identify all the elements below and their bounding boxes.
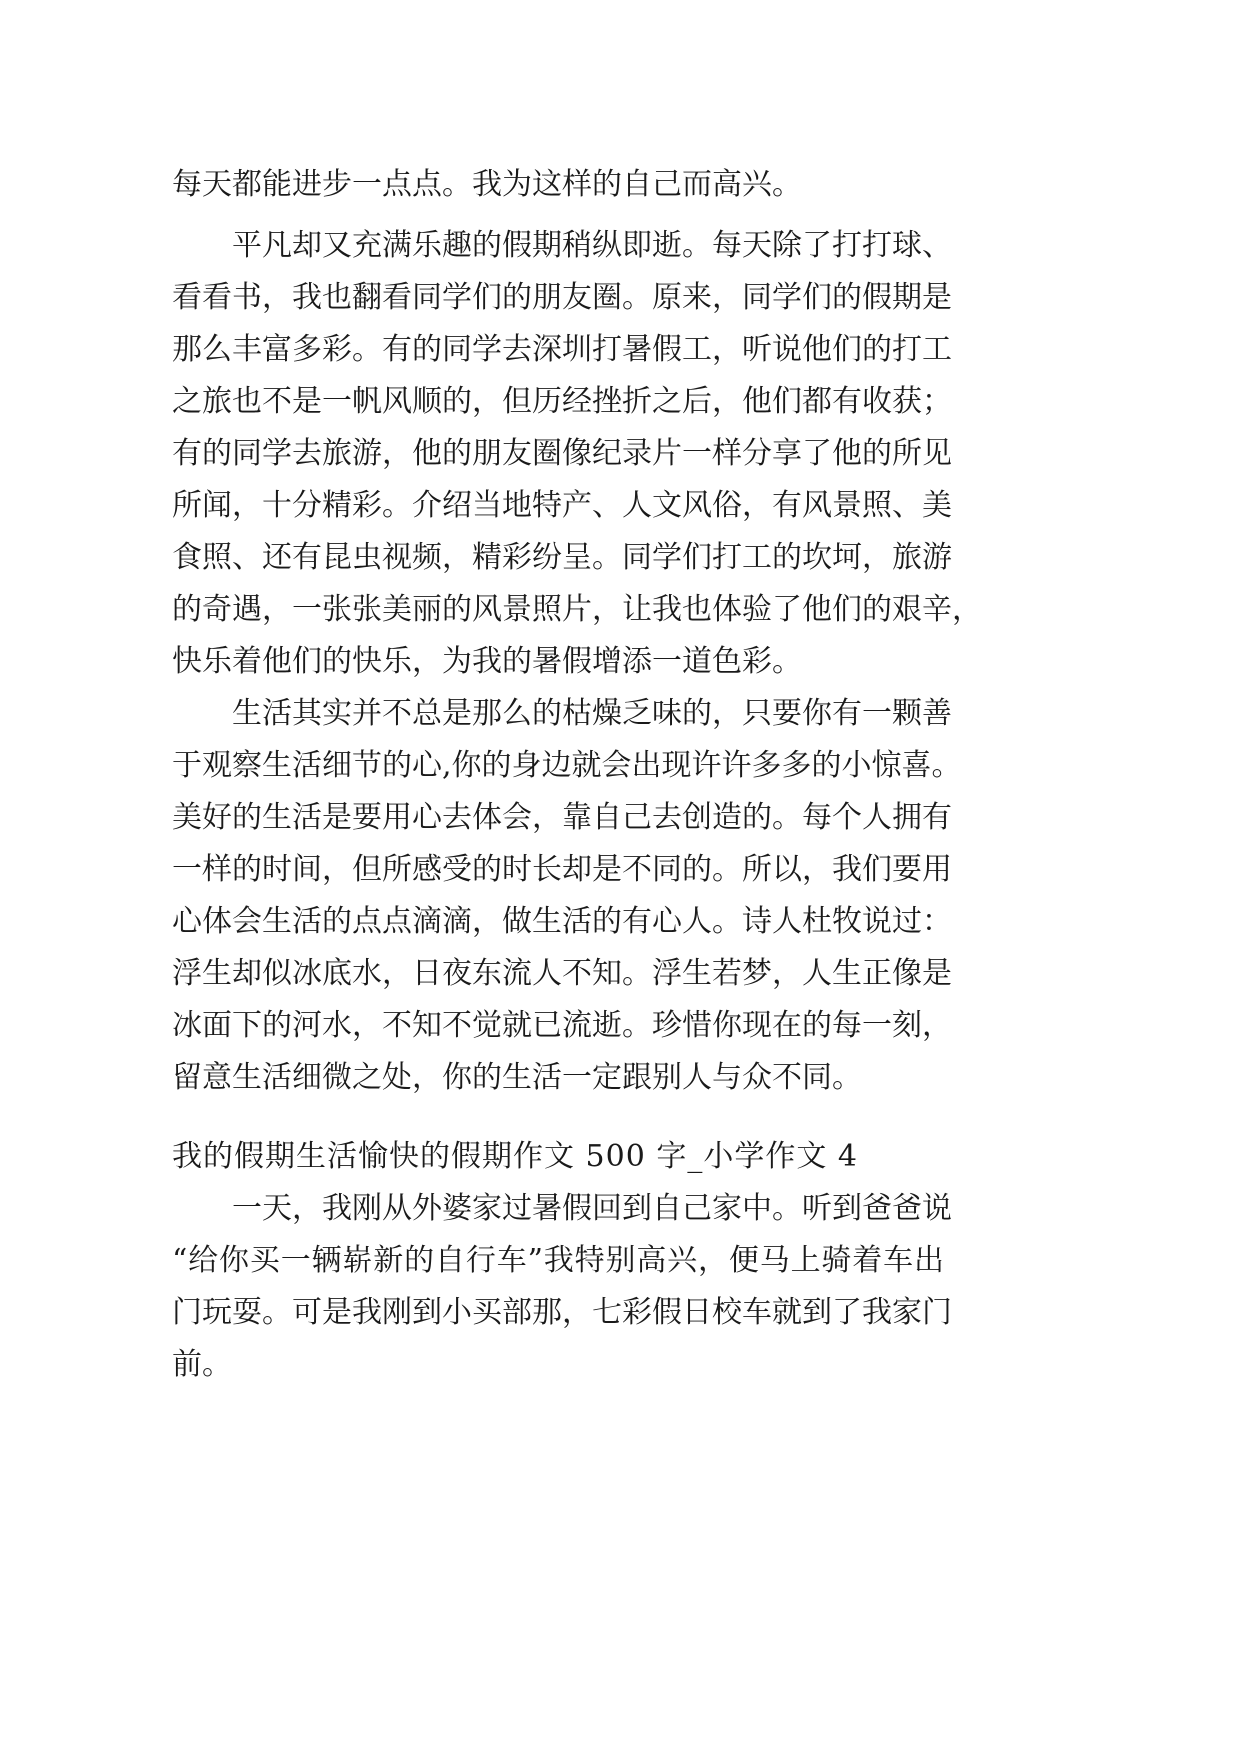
paragraph-line: 留意生活细微之处，你的生活一定跟别人与众不同。 [172, 1060, 862, 1095]
continued-paragraph [172, 159, 944, 211]
paragraph-line: “给你买一辆崭新的自行车”我特别高兴，便马上骑着车出 [172, 1243, 944, 1278]
paragraph-line: 那么丰富多彩。有的同学去深圳打暑假工，听说他们的打工 [172, 332, 952, 367]
paragraph [172, 1183, 952, 1391]
paragraph-line: 有的同学去旅游，他的朋友圈像纪录片一样分享了他的所见 [172, 436, 952, 471]
paragraph-line: 冰面下的河水，不知不觉就已流逝。珍惜你现在的每一刻， [172, 1008, 952, 1043]
section-title: 我的假期生活愉快的假期作文 500 字_小学作文 4 [172, 1139, 858, 1174]
paragraph-line: 之旅也不是一帆风顺的，但历经挫折之后，他们都有收获； [172, 384, 952, 419]
paragraph-line: 心体会生活的点点滴滴，做生活的有心人。诗人杜牧说过： [172, 904, 952, 939]
paragraph [172, 220, 982, 688]
paragraph-line: 每天都能进步一点点。我为这样的自己而高兴。 [172, 167, 802, 202]
section [172, 1131, 952, 1391]
paragraph-line: 美好的生活是要用心去体会，靠自己去创造的。每个人拥有 [172, 800, 952, 835]
paragraph-line: 看看书，我也翻看同学们的朋友圈。原来，同学们的假期是 [172, 280, 952, 315]
paragraph-line: 平凡却又充满乐趣的假期稍纵即逝。每天除了打打球、 [232, 228, 952, 263]
paragraph-line: 快乐着他们的快乐，为我的暑假增添一道色彩。 [172, 644, 802, 679]
paragraph-line: 前。 [172, 1347, 232, 1382]
paragraph-line: 浮生却似冰底水，日夜东流人不知。浮生若梦，人生正像是 [172, 956, 952, 991]
paragraph-line: 一样的时间，但所感受的时长却是不同的。所以，我们要用 [172, 852, 952, 887]
paragraph-line: 生活其实并不总是那么的枯燥乏味的，只要你有一颗善 [232, 696, 952, 731]
paragraph-line: 食照、还有昆虫视频，精彩纷呈。同学们打工的坎坷，旅游 [172, 540, 952, 575]
paragraph-line: 的奇遇，一张张美丽的风景照片，让我也体验了他们的艰辛， [172, 592, 982, 627]
paragraph-line: 一天，我刚从外婆家过暑假回到自己家中。听到爸爸说 [232, 1191, 952, 1226]
paragraph-line: 所闻，十分精彩。介绍当地特产、人文风俗，有风景照、美 [172, 488, 952, 523]
paragraph-line: 门玩耍。可是我刚到小买部那，七彩假日校车就到了我家门 [172, 1295, 952, 1330]
body-text [172, 220, 982, 1104]
paragraph-line: 于观察生活细节的心,你的身边就会出现许许多多的小惊喜。 [172, 748, 962, 783]
paragraph [172, 688, 962, 1104]
